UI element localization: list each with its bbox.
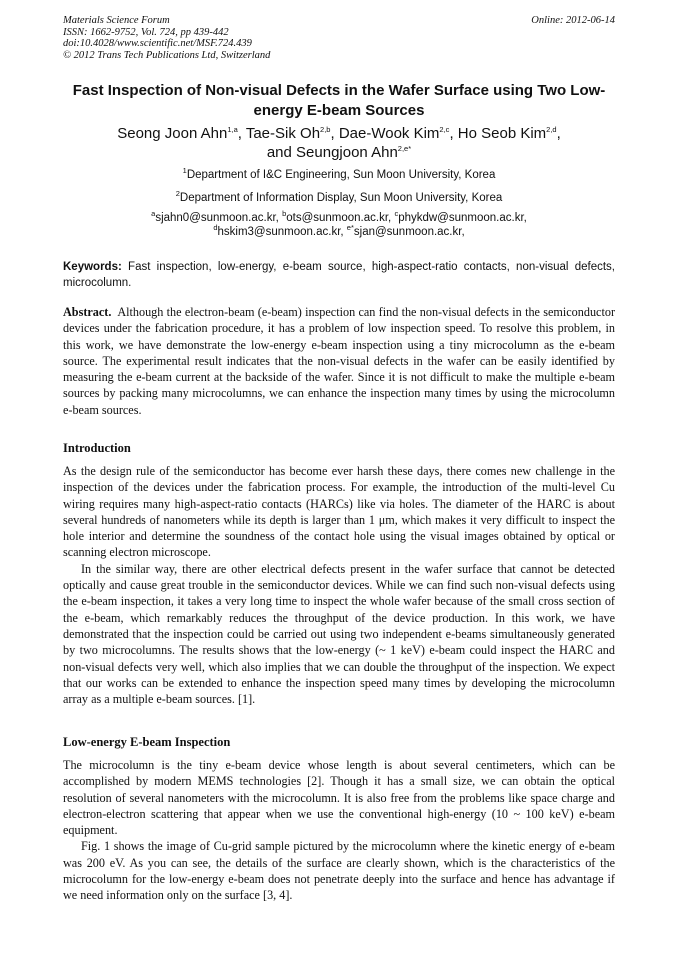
author-affiliation-mark: 2,e*	[397, 144, 412, 153]
paragraph: In the similar way, there are other electrical defects present in the wafer surface that cannot be detected optically and cause great trouble in the semiconductor devices. While we can find such non-visual defects using the e-beam inspection, it takes a very long time to inspect the whole wafer because of the small cross section of the e-beam, which remarkably reduces the throughput of the device production. In this work, we have demonstrated that the inspection could be carried out using two independent e-beams simultaneously generated by two microcolumns. The results shows that the low-energy (~ 1 keV) e-beam could inspect the HARC and non-visual defects very well, which also implies that we can double the throughput of the inspection. We expect that our works can be extended to enhance the inspection speed many times by developing the microcolumn array as a multiple e-beam sources. [1].	[63, 561, 615, 707]
journal-name: Materials Science Forum	[63, 15, 170, 26]
issn: ISSN: 1662-9752, Vol. 724, pp 439-442	[63, 26, 229, 38]
email[interactable]: ots@sunmoon.ac.kr,	[286, 212, 392, 224]
keywords	[63, 259, 615, 291]
email-list	[63, 211, 615, 239]
affiliation-1	[63, 168, 615, 182]
author-affiliation-mark: 2,d	[546, 125, 557, 134]
email[interactable]: phykdw@sunmoon.ac.kr,	[398, 212, 527, 224]
copyright: © 2012 Trans Tech Publications Ltd, Switzerland	[63, 49, 271, 61]
email-mark: d	[213, 223, 218, 233]
paragraph: Fig. 1 shows the image of Cu-grid sample pictured by the microcolumn where the kinetic energy of e-beam was 200 eV. As you can see, the details of the surface are clearly shown, which is the characteristics of the microcolumn for the low-energy e-beam does not penetrate deeply into the surface and hence has advantage if we need information only on the surface [3, 4].	[63, 839, 615, 903]
author-affiliation-mark: 1,a	[227, 125, 238, 134]
email-mark: b	[282, 209, 287, 219]
affiliation-2	[63, 191, 615, 205]
section-heading-introduction: Introduction	[63, 441, 131, 455]
abstract	[63, 304, 615, 418]
author-name: Seungjoon Ahn	[296, 144, 398, 161]
author-name: Dae-Wook Kim	[338, 125, 440, 142]
low-energy-section	[63, 757, 615, 904]
online-date: Online: 2012-06-14	[531, 15, 615, 26]
affiliation-mark: 2	[175, 189, 180, 199]
journal-header	[63, 15, 615, 61]
affiliation-text: Department of I&C Engineering, Sun Moon University, Korea	[186, 169, 496, 181]
author-name: Seong Joon Ahn	[117, 125, 228, 142]
doi: doi:10.4028/www.scientific.net/MSF.724.439	[63, 38, 252, 49]
author-affiliation-mark: 2,b	[320, 125, 331, 134]
introduction-section	[63, 463, 615, 707]
abstract-label: Abstract.	[63, 305, 112, 319]
email-mark: a	[151, 209, 156, 219]
email[interactable]: sjan@sunmoon.ac.kr,	[353, 226, 465, 238]
keywords-label: Keywords:	[63, 261, 122, 273]
section-heading-low-energy: Low-energy E-beam Inspection	[63, 735, 231, 749]
keywords-text: Fast inspection, low-energy, e-beam source, high-aspect-ratio contacts, non-visual defects, microcolumn.	[63, 261, 615, 289]
paragraph: The microcolumn is the tiny e-beam device whose length is about several centimeters, which can be accomplished by modern MEMS technologies [2]. Though it has a small size, we can obtain the optical resolution of several nanometers with the microcolumn. It is also free from the problems like space charge and electron-electron scattering that appear when we use the conventional high-energy (10 ~ 100 keV) e-beam equipment.	[63, 758, 615, 838]
author-list: Seong Joon Ahn$^{1,a}$, Tae-Sik Oh$^{2,b}$, Dae-Wook Kim$^{2,c}$, Ho Seob Kim$^{2,d}$, and Seungjoon Ahn$^{2,e*}$	[117, 125, 561, 161]
paragraph: As the design rule of the semiconductor has become ever harsh these days, there comes new challenge in the inspection of the devices under the fabrication process. For example, the introduction of the multi-level Cu wiring requires many high-aspect-ratio contacts (HARCs) like via holes. The diameter of the HARC is about several hundreds of nanometers while its depth is larger than 1 μm, which makes it very difficult to inspect the hole interior and determine the soundness of the contact hole using the visual images obtained by optical or scanning electron microscope.	[63, 464, 615, 560]
author-name: Ho Seob Kim	[457, 125, 547, 142]
author-affiliation-mark: 2,c	[439, 125, 450, 134]
author-name: Tae-Sik Oh	[245, 125, 321, 142]
affiliation-text: Department of Information Display, Sun Moon University, Korea	[179, 192, 503, 204]
abstract-text: Although the electron-beam (e-beam) inspection can find the non-visual defects in the semiconductor devices under the fabrication procedure, it has a problem of low inspection speed. To resolve this problem, in this work, we have demonstrate the low-energy e-beam inspection using a tiny microcolumn as the e-beam source. The experimental result indicates that the non-visual defects in the wafer can be easily identified by measuring the e-beam current at the backside of the wafer. Since it is not difficult to make the multiple e-beam sources by packing many microcolumns, we can enhance the inspection many times by using the microcolumn e-beam sources.	[63, 305, 615, 417]
affiliation-mark: 1	[182, 166, 187, 176]
email-mark: c	[394, 209, 399, 219]
paper-title: Fast Inspection of Non-visual Defects in the Wafer Surface using Two Low-energy E-beam Sources	[72, 82, 606, 119]
author-conjunction: and	[266, 144, 292, 161]
email[interactable]: hskim3@sunmoon.ac.kr,	[217, 226, 344, 238]
email[interactable]: sjahn0@sunmoon.ac.kr,	[155, 212, 279, 224]
email-mark: e*	[346, 223, 354, 233]
